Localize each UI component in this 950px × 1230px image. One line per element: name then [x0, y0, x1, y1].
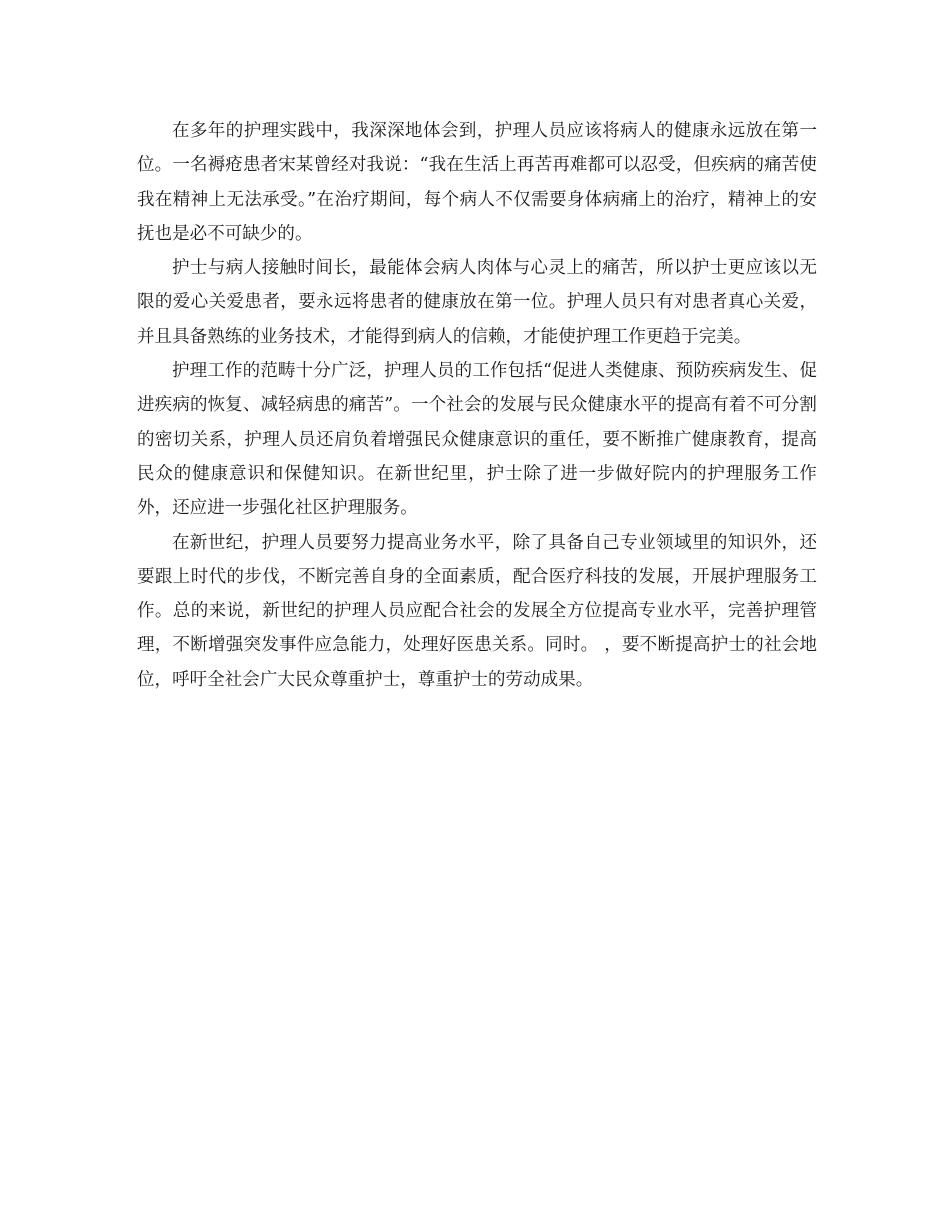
document-body	[137, 114, 817, 697]
paragraph-2: 护士与病人接触时间长，最能体会病人肉体与心灵上的痛苦，所以护士更应该以无限的爱心关爱患者，要永远将患者的健康放在第一位。护理人员只有对患者真心关爱，并且具备熟练的业务技术，才能得到病人的信赖，才能使护理工作更趋于完美。	[137, 258, 817, 347]
paragraph-1: 在多年的护理实践中，我深深地体会到，护理人员应该将病人的健康永远放在第一位。一名褥疮患者宋某曾经对我说：“我在生活上再苦再难都可以忍受，但疾病的痛苦使我在精神上无法承受。”在治疗期间，每个病人不仅需要身体病痛上的治疗，精神上的安抚也是必不可缺少的。	[137, 121, 817, 244]
paragraph-4: 在新世纪，护理人员要努力提高业务水平，除了具备自己专业领域里的知识外，还要跟上时代的步伐，不断完善自身的全面素质，配合医疗科技的发展，开展护理服务工作。总的来说，新世纪的护理人员应配合社会的发展全方位提高专业水平，完善护理管理，不断增强突发事件应急能力，处理好医患关系。同时。 ，要不断提高护士的社会地位，呼吁全社会广大民众尊重护士，尊重护士的劳动成果。	[137, 532, 817, 690]
paragraph-3: 护理工作的范畴十分广泛，护理人员的工作包括“促进人类健康、预防疾病发生、促进疾病的恢复、减轻病患的痛苦”。一个社会的发展与民众健康水平的提高有着不可分割的密切关系，护理人员还肩负着增强民众健康意识的重任，要不断推广健康教育，提高民众的健康意识和保健知识。在新世纪里，护士除了进一步做好院内的护理服务工作外，还应进一步强化社区护理服务。	[137, 361, 817, 519]
